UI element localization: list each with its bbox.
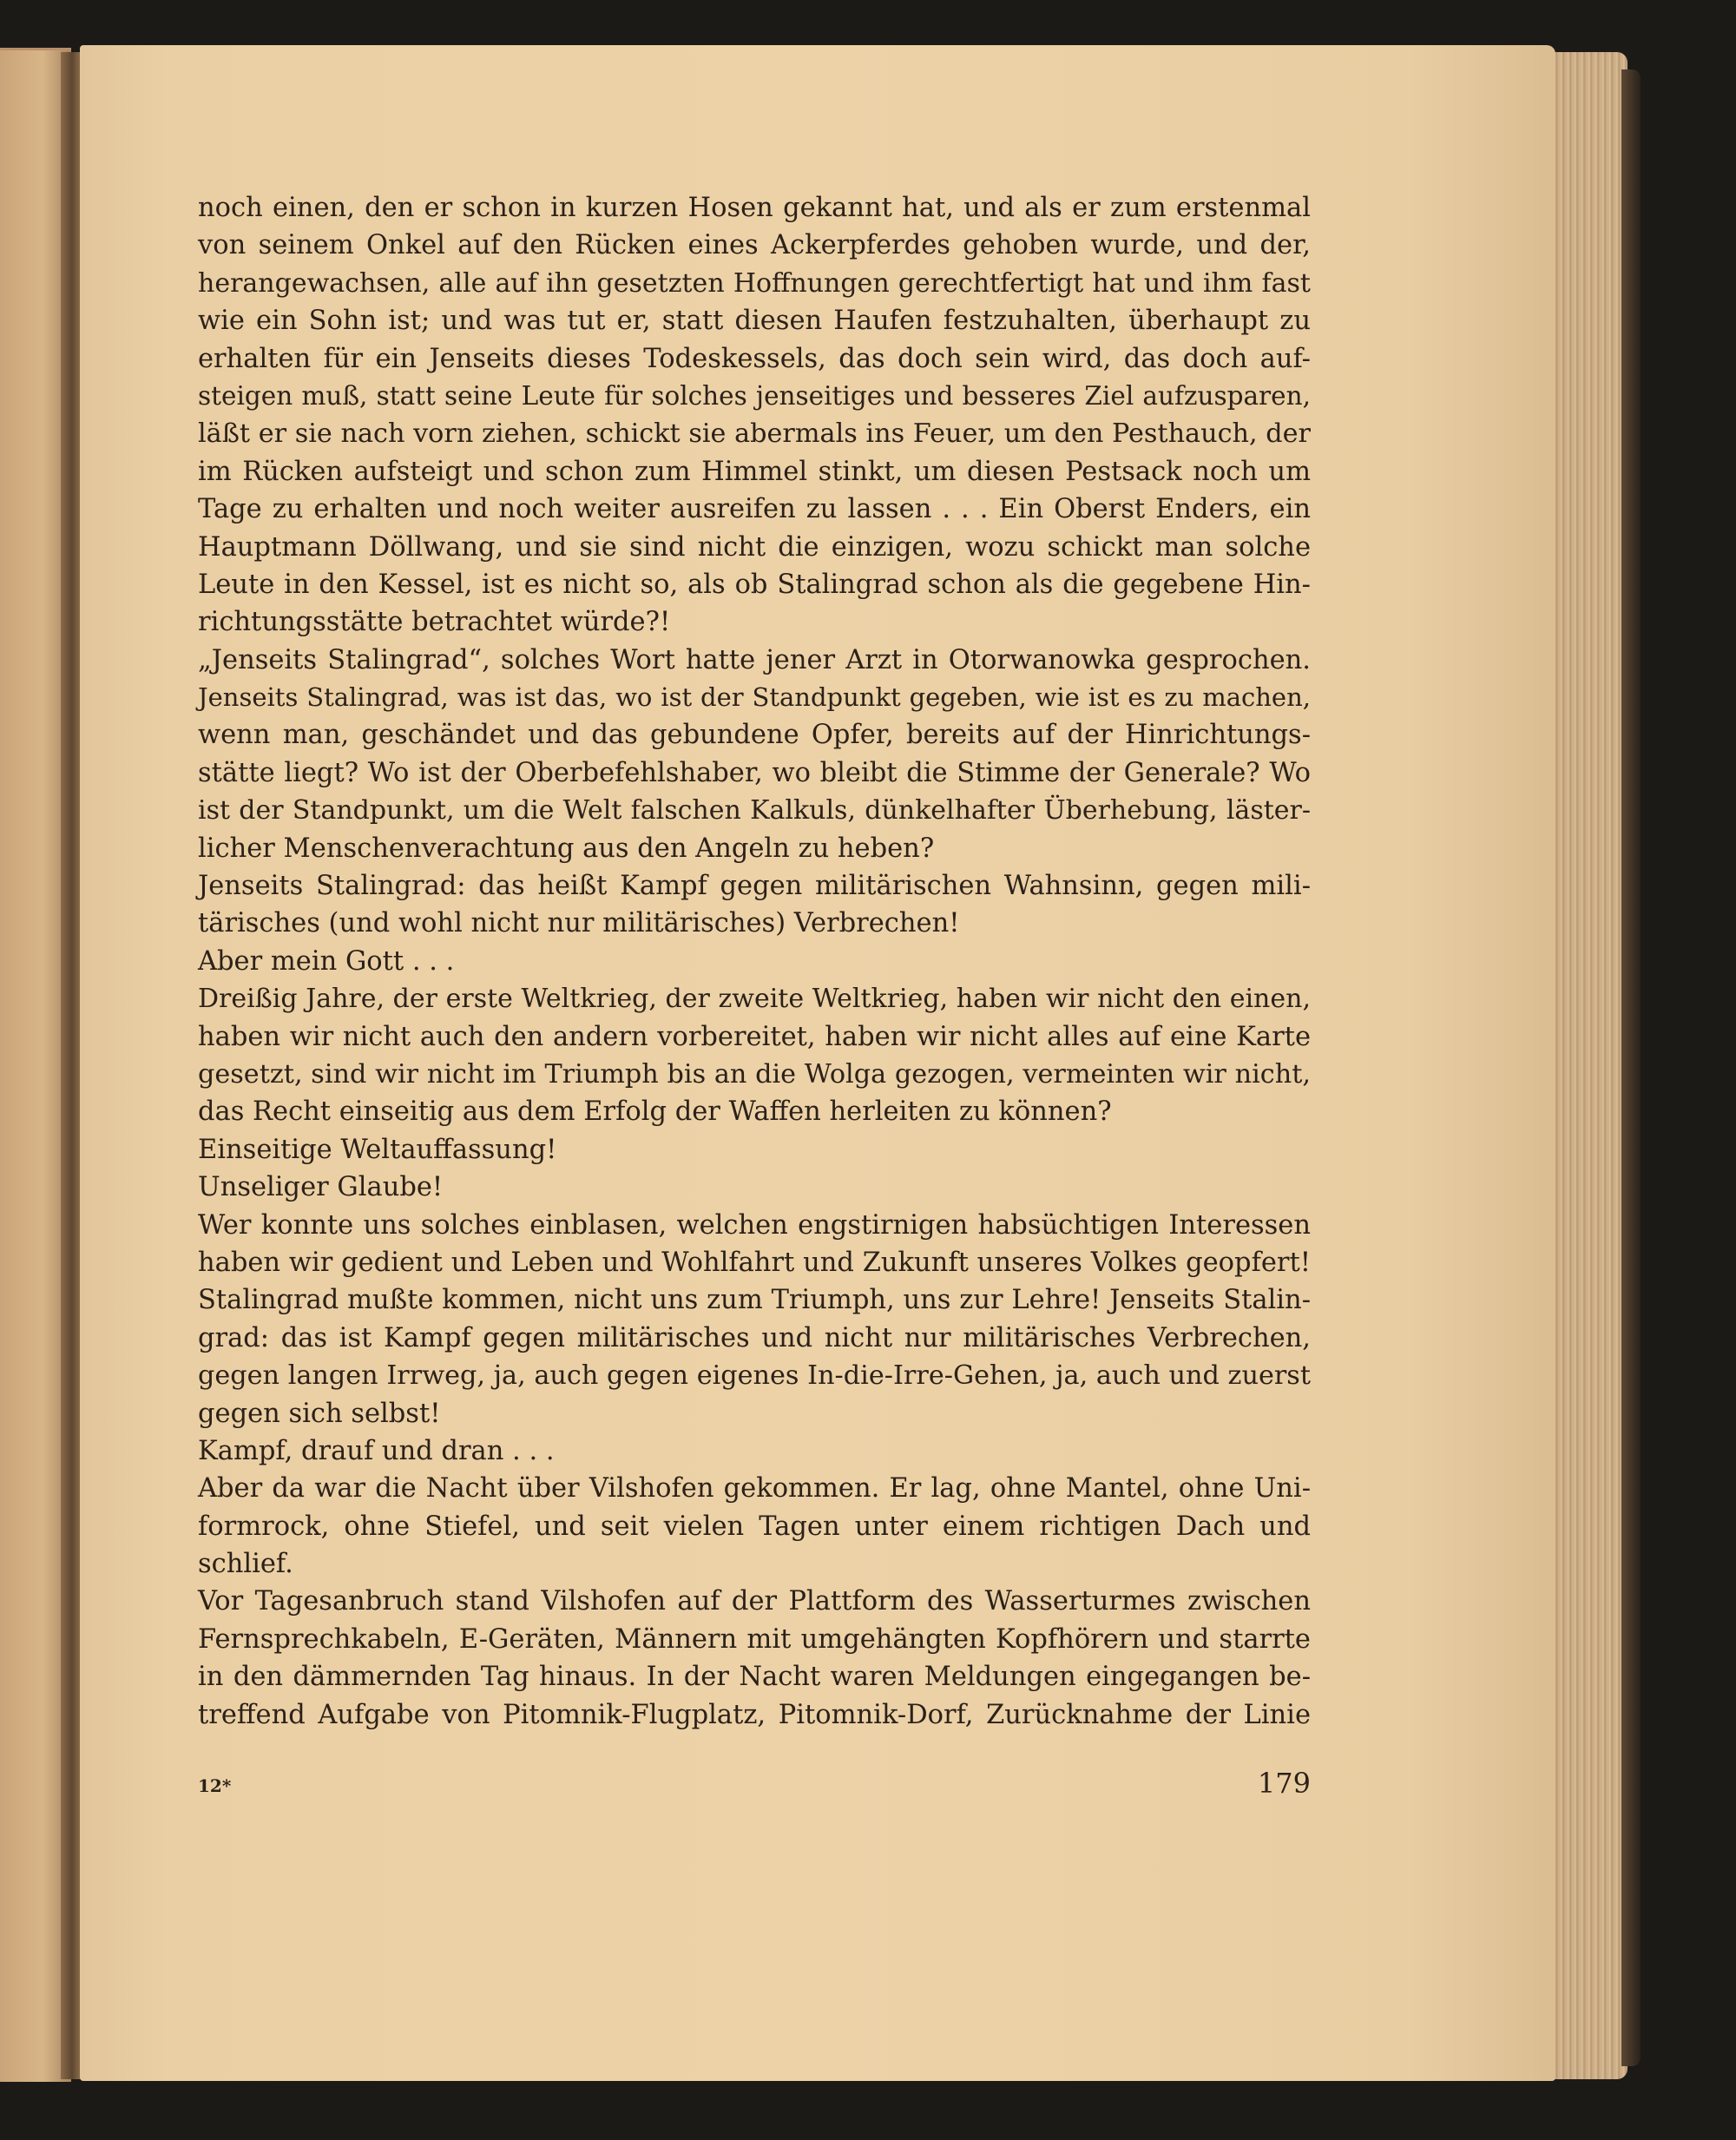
text-line: Hauptmann Döllwang, und sie sind nicht die einzigen, wozu schickt man solche xyxy=(198,531,1311,563)
text-line: Wer konnte uns solches einblasen, welchen engstirnigen habsüchtigen Interessen xyxy=(198,1209,1311,1241)
text-line: steigen muß, statt seine Leute für solches jenseitiges und besseres Ziel aufzusparen, xyxy=(198,380,1311,411)
text-line: haben wir gedient und Leben und Wohlfahrt und Zukunft unseres Volkes geopfert! xyxy=(198,1247,1311,1278)
text-line: „Jenseits Stalingrad“, solches Wort hatte jener Arzt in Otorwanowka gesprochen. xyxy=(198,644,1311,675)
text-line: erhalten für ein Jenseits dieses Todeskessels, das doch sein wird, das doch auf- xyxy=(198,343,1311,374)
text-line: Leute in den Kessel, ist es nicht so, als ob Stalingrad schon als die gegebene Hin- xyxy=(198,569,1311,600)
text-line: ist der Standpunkt, um die Welt falschen Kalkuls, dünkelhafter Überhebung, läster- xyxy=(198,795,1311,826)
text-line: gesetzt, sind wir nicht im Triumph bis an die Wolga gezogen, vermeinten wir nicht, xyxy=(198,1058,1311,1090)
text-line: noch einen, den er schon in kurzen Hosen gekannt hat, und als er zum erstenmal xyxy=(198,193,1311,223)
text-line: läßt er sie nach vorn ziehen, schickt sie abermals ins Feuer, um den Pesthauch, der xyxy=(198,418,1311,450)
text-line: schlief. xyxy=(198,1549,293,1580)
text-line: wenn man, geschändet und das gebundene Opfer, bereits auf der Hinrichtungs- xyxy=(198,720,1311,751)
signature-mark: 12* xyxy=(198,1775,232,1796)
text-line: gegen sich selbst! xyxy=(198,1398,441,1429)
page-stack-shadow xyxy=(1621,69,1641,2066)
text-line: stätte liegt? Wo ist der Oberbefehlshaber, wo bleibt die Stimme der Generale? Wo xyxy=(198,757,1311,788)
text-line: Unseliger Glaube! xyxy=(198,1172,444,1203)
text-line: richtungsstätte betrachtet würde?! xyxy=(198,607,671,638)
page-stack-edges xyxy=(1545,52,1628,2079)
text-line: grad: das ist Kampf gegen militärisches und nicht nur militärisches Verbrechen, xyxy=(198,1322,1311,1353)
text-line: haben wir nicht auch den andern vorbereitet, haben wir nicht alles auf eine Karte xyxy=(198,1021,1311,1052)
text-line: Fernsprechkabeln, E-Geräten, Männern mit umgehängten Kopfhörern und starrte xyxy=(198,1623,1311,1655)
text-line: wie ein Sohn ist; und was tut er, statt diesen Haufen festzuhalten, überhaupt zu xyxy=(198,306,1311,337)
text-line: Aber da war die Nacht über Vilshofen gekommen. Er lag, ohne Mantel, ohne Uni- xyxy=(198,1473,1311,1505)
text-line: Tage zu erhalten und noch weiter ausreifen zu lassen . . . Ein Oberst Enders, ein xyxy=(198,494,1311,525)
text-line: von seinem Onkel auf den Rücken eines Ackerpferdes gehoben wurde, und der, xyxy=(198,230,1311,261)
text-line: tärisches (und wohl nicht nur militärisches) Verbrechen! xyxy=(198,908,960,939)
text-line: gegen langen Irrweg, ja, auch gegen eigenes In-die-Irre-Gehen, ja, auch und zuerst xyxy=(198,1360,1311,1392)
text-line: Vor Tagesanbruch stand Vilshofen auf der Plattform des Wasserturmes zwischen xyxy=(198,1586,1311,1617)
text-line: Jenseits Stalingrad: das heißt Kampf gegen militärischen Wahnsinn, gegen mili- xyxy=(198,871,1311,902)
text-line: das Recht einseitig aus dem Erfolg der Waffen herleiten zu können? xyxy=(198,1096,1112,1128)
text-line: treffend Aufgabe von Pitomnik-Flugplatz, Pitomnik-Dorf, Zurücknahme der Linie xyxy=(198,1699,1311,1730)
page-body-text xyxy=(198,189,1311,1734)
text-line: Aber mein Gott . . . xyxy=(198,945,455,977)
text-line: in den dämmernden Tag hinaus. In der Nacht waren Meldungen eingegangen be- xyxy=(198,1662,1311,1693)
text-line: Kampf, drauf und dran . . . xyxy=(198,1435,555,1466)
text-line: Jenseits Stalingrad, was ist das, wo ist der Standpunkt gegeben, wie ist es zu machen, xyxy=(198,682,1311,713)
text-line: Dreißig Jahre, der erste Weltkrieg, der zweite Weltkrieg, haben wir nicht den einen, xyxy=(198,984,1311,1015)
text-line: herangewachsen, alle auf ihn gesetzten Hoffnungen gerechtfertigt hat und ihm fast xyxy=(198,267,1311,299)
text-line: im Rücken aufsteigt und schon zum Himmel stinkt, um diesen Pestsack noch um xyxy=(198,456,1311,487)
page-number: 179 xyxy=(1257,1767,1311,1800)
text-line: licher Menschenverachtung aus den Angeln zu heben? xyxy=(198,833,935,864)
text-line: formrock, ohne Stiefel, und seit vielen Tagen unter einem richtigen Dach und xyxy=(198,1511,1311,1542)
text-line: Einseitige Weltauffassung! xyxy=(198,1134,557,1165)
text-line: Stalingrad mußte kommen, nicht uns zum Triumph, uns zur Lehre! Jenseits Stalin- xyxy=(198,1285,1311,1316)
